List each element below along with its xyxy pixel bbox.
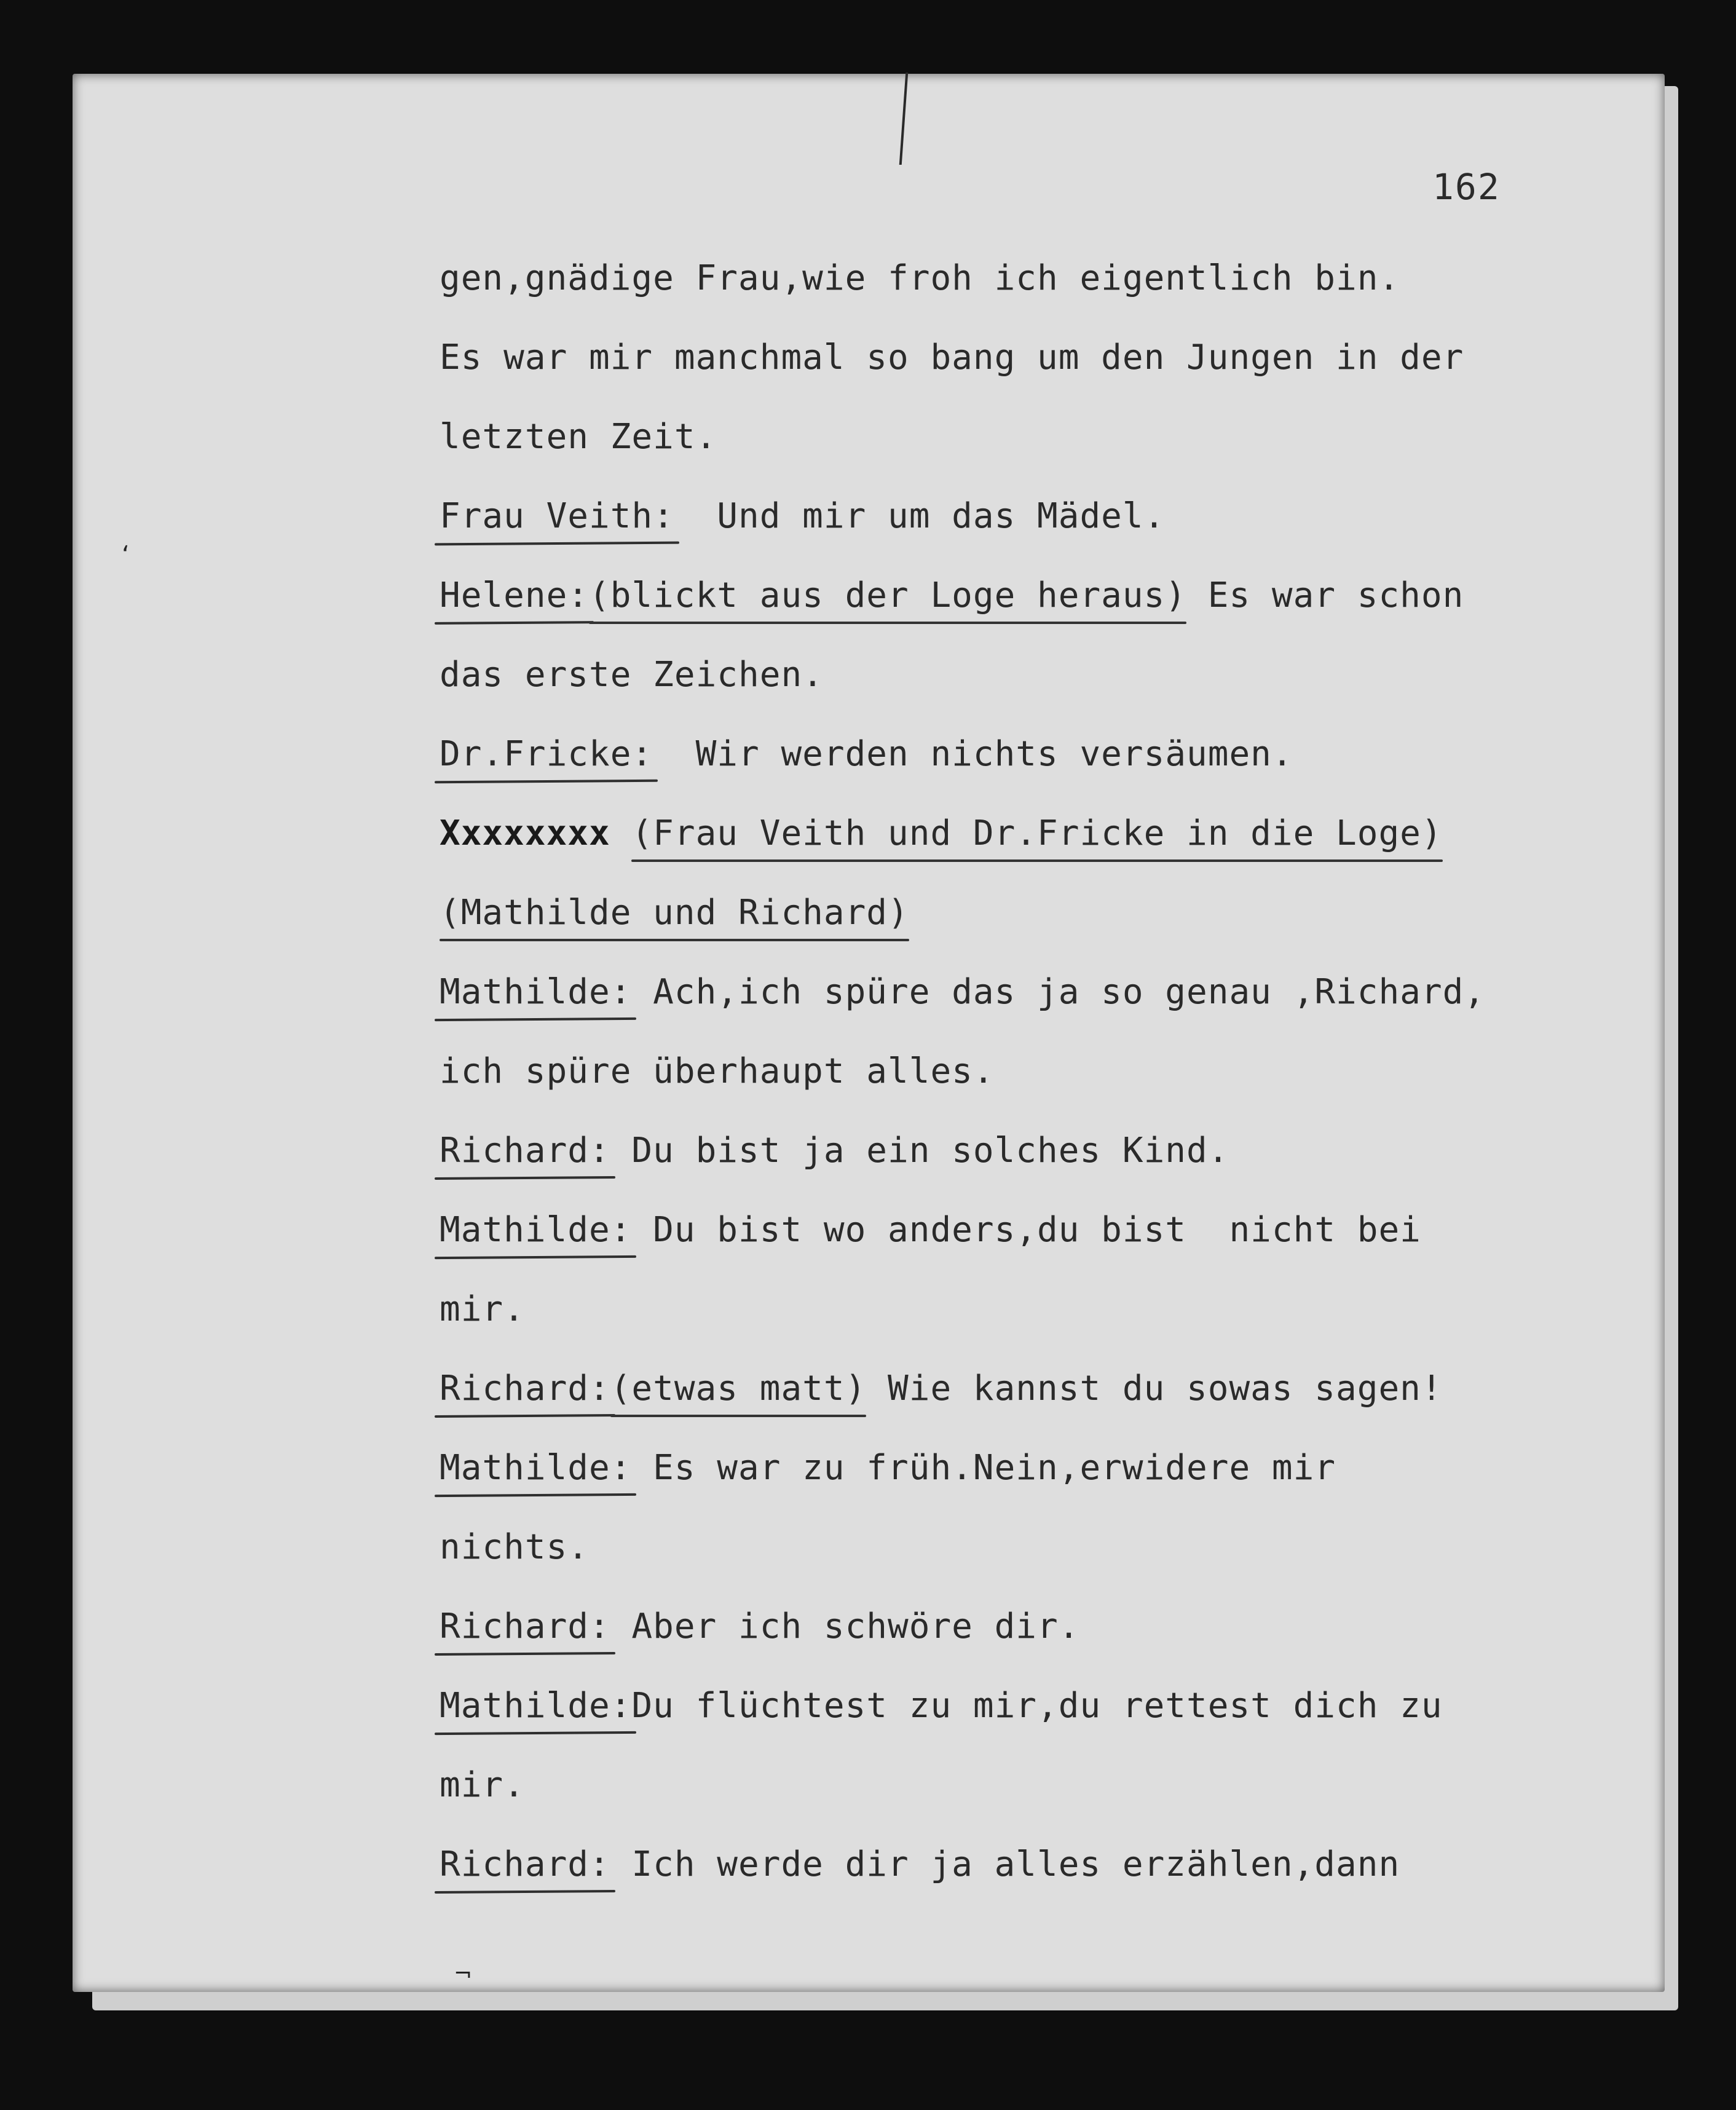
- line-text: Ach,ich spüre das ja so genau ,Richard,: [631, 972, 1486, 1012]
- struck-out-word: Xxxxxxxx: [440, 813, 610, 853]
- line-text: Du flüchtest zu mir,du rettest dich zu: [631, 1686, 1443, 1726]
- line-speaker: Richard:: [440, 1844, 610, 1884]
- line-text: Es war mir manchmal so bang um den Jungen in der: [440, 338, 1464, 377]
- line-text: das erste Zeichen.: [440, 655, 824, 695]
- script-line: [440, 568, 1657, 647]
- script-line: [440, 409, 1657, 489]
- line-text: Und mir um das Mädel.: [674, 496, 1166, 536]
- line-text: mir.: [440, 1765, 525, 1805]
- line-text: Ich werde dir ja alles erzählen,dann: [610, 1844, 1400, 1884]
- line-text: Es war zu früh.Nein,erwidere mir: [631, 1448, 1336, 1488]
- script-line: [440, 1758, 1657, 1837]
- script-line: [440, 965, 1657, 1044]
- script-line: [440, 1520, 1657, 1599]
- line-text: Es war schon: [1186, 575, 1464, 615]
- stage-direction: (Mathilde und Richard): [440, 893, 909, 933]
- line-speaker: Helene:: [440, 575, 590, 615]
- script-line: [440, 806, 1657, 885]
- stage-direction: (etwas matt): [610, 1369, 867, 1409]
- line-speaker: Richard:: [440, 1606, 610, 1646]
- margin-tick-mark: ‘: [122, 541, 130, 569]
- stage-direction: (Frau Veith und Dr.Fricke in die Loge): [631, 813, 1443, 853]
- script-line: [440, 330, 1657, 409]
- line-text: Du bist ja ein solches Kind.: [610, 1131, 1229, 1171]
- script-line: [440, 1440, 1657, 1520]
- script-line: [440, 1678, 1657, 1758]
- line-speaker: Frau Veith:: [440, 496, 674, 536]
- line-text: mir.: [440, 1289, 525, 1329]
- margin-tick-mark: ¬: [454, 1961, 473, 1986]
- line-speaker: Mathilde:: [440, 1448, 632, 1488]
- line-speaker: Mathilde:: [440, 972, 632, 1012]
- script-line: [440, 251, 1657, 330]
- script-line: [440, 1044, 1657, 1123]
- script-line: [440, 1361, 1657, 1440]
- line-text: Wie kannst du sowas sagen!: [866, 1369, 1443, 1409]
- script-line: [440, 1203, 1657, 1282]
- line-text: Wir werden nichts versäumen.: [653, 734, 1293, 774]
- line-speaker: Dr.Fricke:: [440, 734, 653, 774]
- script-lines: [440, 251, 1657, 1916]
- line-text: gen,gnädige Frau,wie froh ich eigentlich bin.: [440, 258, 1400, 298]
- line-text: Du bist wo anders,du bist nicht bei: [631, 1210, 1421, 1250]
- script-line: [440, 1282, 1657, 1361]
- script-line: [440, 885, 1657, 965]
- script-line: [440, 727, 1657, 806]
- line-text: letzten Zeit.: [440, 417, 717, 457]
- line-speaker: Richard:: [440, 1369, 610, 1409]
- script-line: [440, 647, 1657, 727]
- line-text: Aber ich schwöre dir.: [610, 1606, 1080, 1646]
- page-number: 162: [1432, 166, 1501, 208]
- line-speaker: Mathilde:: [440, 1210, 632, 1250]
- line-speaker: Mathilde:: [440, 1686, 632, 1726]
- line-text: nichts.: [440, 1527, 590, 1567]
- script-line: [440, 489, 1657, 568]
- line-speaker: Richard:: [440, 1131, 610, 1171]
- line-text: ich spüre überhaupt alles.: [440, 1051, 995, 1091]
- script-line: [440, 1123, 1657, 1203]
- script-line: [440, 1837, 1657, 1916]
- script-line: [440, 1599, 1657, 1678]
- stage-direction: (blickt aus der Loge heraus): [589, 575, 1187, 615]
